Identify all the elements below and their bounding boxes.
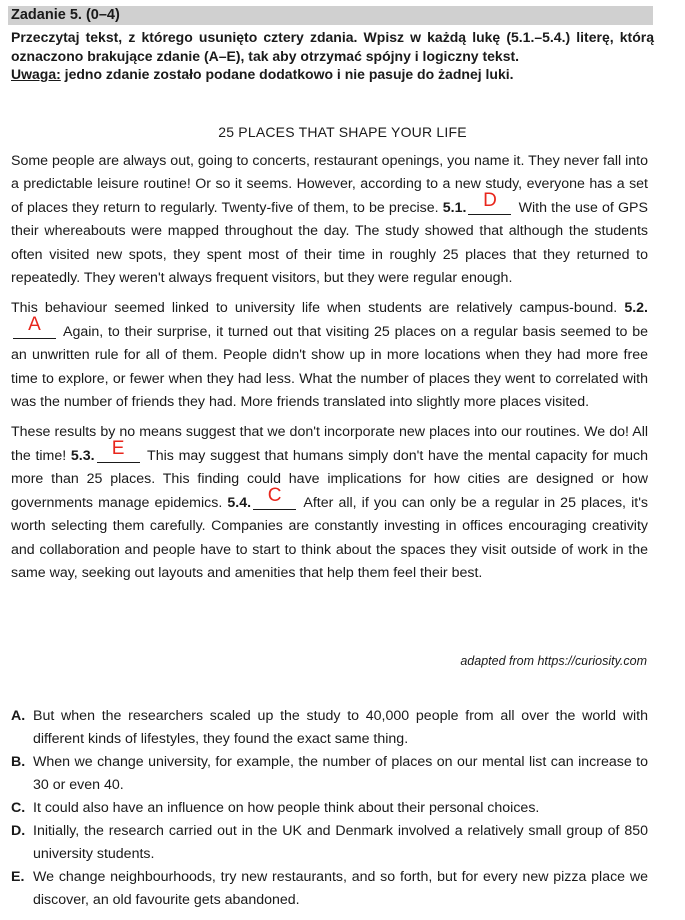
article-title: 25 PLACES THAT SHAPE YOUR LIFE: [218, 124, 467, 140]
option-letter: B.: [11, 754, 26, 770]
paragraph-text: After all, if you can only be a regular in 25 places, it's worth selecting them carefully. Companies are constantly investing in offices encouraging creativity and collaboration and people have to start to think about the spaces they visit outside of work in the same way, seeking out layouts and amenities that help them feel their best.: [11, 494, 648, 581]
instruction-text: Przeczytaj tekst, z którego usunięto cztery zdania. Wpisz w każdą lukę (5.1.–5.4.) literę, którą oznaczono brakujące zdanie (A–E), tak aby otrzymać spójny i logiczny tekst.: [11, 29, 654, 64]
gap-5-1[interactable]: [468, 189, 511, 215]
option-a: [11, 705, 648, 751]
gap-label-5-3: 5.3.: [70, 447, 95, 464]
option-letter: E.: [11, 869, 25, 885]
option-text: But when the researchers scaled up the study to 40,000 people from all over the world with different kinds of lifestyles, they found the exact same thing.: [33, 708, 648, 747]
note-label: Uwaga:: [11, 66, 61, 82]
note: [11, 65, 654, 84]
paragraph-text: This may suggest that humans simply don't have the mental capacity for much more than 25 places. This finding could have implications for how cities are designed or how governments manage epidemics.: [11, 447, 648, 511]
gap-5-3[interactable]: [97, 437, 140, 463]
option-c: [11, 797, 648, 820]
source-citation: adapted from https://curiosity.com: [460, 654, 647, 668]
gap-answer-5-4: C: [267, 484, 282, 506]
note-text: jedno zdanie zostało podane dodatkowo i nie pasuje do żadnej luki.: [60, 66, 514, 82]
paragraph-text: Some people are always out, going to concerts, restaurant openings, you name it. They never fall into a predictable leisure routine! Or so it seems. However, according to a new study, everyone has a set of places they return to regularly. Twenty-five of them, to be precise.: [11, 153, 648, 216]
paragraph-1: [11, 150, 648, 290]
option-text: When we change university, for example, the number of places on our mental list can increase to 30 or even 40.: [33, 754, 648, 793]
option-letter: A.: [11, 708, 26, 724]
paragraph-text: Again, to their surprise, it turned out that visiting 25 places on a regular basis seemed to be an unwritten rule for all of them. People didn't show up in more locations when they had more free time to explore, or fewer when they had less. What the number of places they went to correlated with was the number of friends they had. More friends translated into slightly more places visited.: [11, 323, 648, 411]
paragraph-3: [11, 421, 648, 585]
answer-options: [11, 705, 648, 912]
gap-5-2[interactable]: [13, 313, 56, 339]
paragraph-2: [11, 297, 648, 414]
task-instructions: [11, 28, 654, 84]
paragraph-text: With the use of GPS their whereabouts were mapped throughout the day. The study showed that although the students often visited new spots, they spent most of their time in roughly 25 places that they returned to repeatedly. They weren't always frequent visitors, but they were regular enough.: [11, 199, 648, 287]
paragraph-text: These results by no means suggest that we don't incorporate new places into our routines. We do! All the time!: [11, 424, 648, 464]
option-text: Initially, the research carried out in the UK and Denmark involved a relatively small group of 850 university students.: [33, 823, 648, 862]
gap-answer-5-1: D: [483, 189, 497, 211]
gap-label-5-4: 5.4.: [227, 494, 252, 511]
option-e: [11, 866, 648, 912]
gap-label-5-1: 5.1.: [442, 199, 467, 216]
gap-answer-5-3: E: [111, 437, 125, 459]
article-body: [11, 150, 648, 592]
option-d: [11, 820, 648, 866]
option-letter: D.: [11, 823, 26, 839]
task-title: Zadanie 5. (0–4): [11, 7, 120, 23]
option-text: We change neighbourhoods, try new restaurants, and so forth, but for every new pizza place we discover, an old favourite gets abandoned.: [33, 869, 648, 908]
gap-5-4[interactable]: [253, 484, 296, 510]
option-text: It could also have an influence on how people think about their personal choices.: [33, 800, 540, 816]
option-letter: C.: [11, 800, 26, 816]
option-b: [11, 751, 648, 797]
gap-label-5-2: 5.2.: [624, 300, 648, 317]
paragraph-text: This behaviour seemed linked to university life when students are relatively campus-bound.: [11, 300, 618, 317]
gap-answer-5-2: A: [28, 313, 41, 335]
